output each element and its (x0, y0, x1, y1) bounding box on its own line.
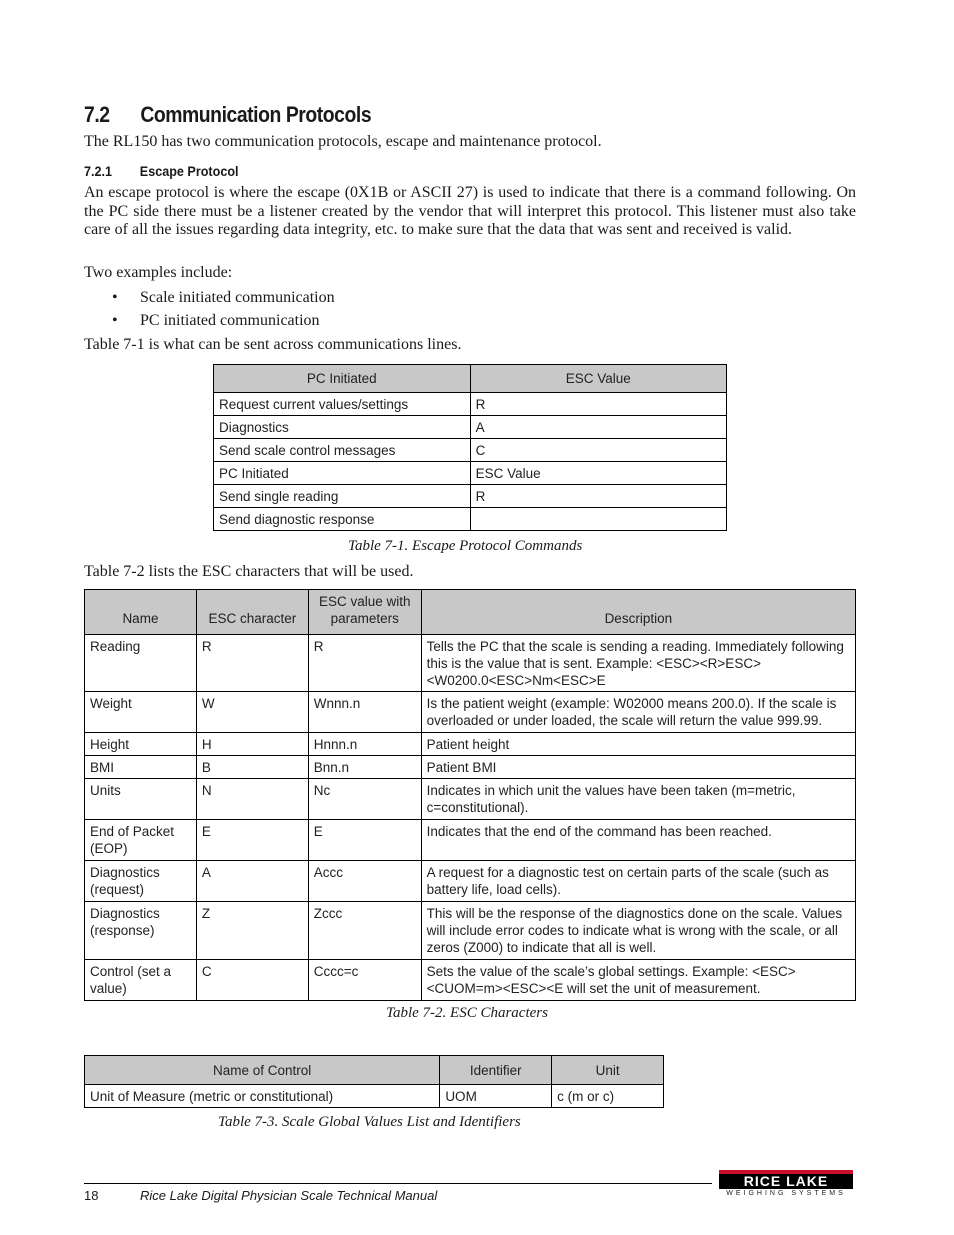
table-row (214, 508, 727, 531)
table-header-row (214, 365, 727, 393)
table-cell: Hnnn.n (308, 733, 421, 756)
table-cell: ESC Value (470, 462, 726, 485)
section-title: Communication Protocols (140, 102, 372, 127)
table-cell: Control (set a value) (85, 960, 197, 1001)
table-row (214, 416, 727, 439)
column-header: Description (421, 590, 855, 635)
column-header: ESC character (196, 590, 308, 635)
page-number: 18 (84, 1188, 99, 1203)
column-header: Name (85, 590, 197, 635)
table-row (85, 692, 856, 733)
table-cell: Send single reading (214, 485, 471, 508)
table-row (85, 820, 856, 861)
table-cell: R (470, 485, 726, 508)
table-cell: Patient height (421, 733, 855, 756)
table-cell: Weight (85, 692, 197, 733)
table-cell: Is the patient weight (example: W02000 means 200.0). If the scale is overloaded or under loaded, the scale will return the value 999.99. (421, 692, 855, 733)
table-cell: R (196, 635, 308, 692)
bullet-dot: • (112, 289, 118, 306)
table-cell: Bnn.n (308, 756, 421, 779)
column-header: Identifier (440, 1056, 552, 1085)
table-cell: Diagnostics (214, 416, 471, 439)
table-cell: Diagnostics (response) (85, 902, 197, 960)
table-cell: E (308, 820, 421, 861)
table-cell: This will be the response of the diagnostics done on the scale. Values will include error codes to indicate what is wrong with the scale, or all zeros (Z000) to indicate that all is well. (421, 902, 855, 960)
table-cell: Sets the value of the scale’s global settings. Example: <ESC><CUOM=m><ESC><E will set the unit of measurement. (421, 960, 855, 1001)
table-cell: Zccc (308, 902, 421, 960)
subsection-number: 7.2.1 (84, 163, 113, 179)
table-row (85, 756, 856, 779)
column-header: ESC value with parameters (308, 590, 421, 635)
rice-lake-logo (719, 1170, 853, 1197)
subsection-heading (84, 163, 239, 179)
table-row (85, 1085, 664, 1108)
column-header: ESC Value (470, 365, 726, 393)
column-header: Name of Control (85, 1056, 440, 1085)
table-cell: Cccc=c (308, 960, 421, 1001)
table-cell: UOM (440, 1085, 552, 1108)
bullet-item (112, 289, 335, 307)
table3-caption: Table 7-3. Scale Global Values List and Identifiers (218, 1114, 521, 1130)
table-row (214, 485, 727, 508)
table-row (85, 635, 856, 692)
table-row (85, 902, 856, 960)
table1-caption: Table 7-1. Escape Protocol Commands (348, 538, 583, 554)
section-heading (84, 102, 371, 128)
table-cell: H (196, 733, 308, 756)
table-cell: N (196, 779, 308, 820)
table-cell: Request current values/settings (214, 393, 471, 416)
table-cell: Indicates that the end of the command has been reached. (421, 820, 855, 861)
bullet-dot: • (112, 312, 118, 329)
table-row (214, 393, 727, 416)
table1-intro: Table 7-1 is what can be sent across communications lines. (84, 336, 462, 353)
logo-main-text: RICE LAKE (743, 1173, 829, 1189)
table-cell: Indicates in which unit the values have been taken (m=metric, c=constitutional). (421, 779, 855, 820)
table-cell: BMI (85, 756, 197, 779)
table-cell: c (m or c) (552, 1085, 664, 1108)
escape-protocol-paragraph: An escape protocol is where the escape (0X1B or ASCII 27) is used to indicate that there is a command following. On the PC side there must be a listener created by the vendor that will interpret this protocol. This listener must also take care of all the issues regarding data integrity, etc. to make sure that the data that was sent and received is valid. (84, 184, 856, 238)
table-cell: Accc (308, 861, 421, 902)
column-header: PC Initiated (214, 365, 471, 393)
table-row (85, 861, 856, 902)
table-cell: C (196, 960, 308, 1001)
logo-subtitle: WEIGHING SYSTEMS (726, 1190, 846, 1197)
table-cell: A (470, 416, 726, 439)
bullet-text: PC initiated communication (140, 312, 320, 329)
table2-intro: Table 7-2 lists the ESC characters that will be used. (84, 563, 414, 580)
bullet-item (112, 312, 320, 330)
table-cell: Wnnn.n (308, 692, 421, 733)
table-row (85, 779, 856, 820)
table-cell: Send diagnostic response (214, 508, 471, 531)
table-cell: End of Packet (EOP) (85, 820, 197, 861)
table-row (214, 462, 727, 485)
table-cell (470, 508, 726, 531)
examples-intro: Two examples include: (84, 264, 233, 281)
table-cell: R (308, 635, 421, 692)
column-header: Unit (552, 1056, 664, 1085)
table-header-row (85, 1056, 664, 1085)
table-cell: Units (85, 779, 197, 820)
table-cell: Nc (308, 779, 421, 820)
table-cell: Z (196, 902, 308, 960)
table-cell: Tells the PC that the scale is sending a reading. Immediately following this is the value that is sent. Example: <ESC><R>ESC><W0200.0<ESC>Nm<ESC>E (421, 635, 855, 692)
table-cell: Unit of Measure (metric or constitutional) (85, 1085, 440, 1108)
section-number: 7.2 (84, 102, 110, 127)
table-cell: B (196, 756, 308, 779)
esc-characters-table (84, 589, 856, 1001)
table-cell: W (196, 692, 308, 733)
intro-paragraph: The RL150 has two communication protocols, escape and maintenance protocol. (84, 133, 602, 150)
table-row (214, 439, 727, 462)
subsection-title: Escape Protocol (139, 163, 239, 179)
table-cell: Reading (85, 635, 197, 692)
bullet-text: Scale initiated communication (140, 289, 335, 306)
manual-title: Rice Lake Digital Physician Scale Technical Manual (140, 1188, 438, 1203)
table-row (85, 733, 856, 756)
table-cell: Send scale control messages (214, 439, 471, 462)
table-cell: E (196, 820, 308, 861)
table-header-row (85, 590, 856, 635)
escape-protocol-commands-table (213, 364, 727, 531)
table-cell: Diagnostics (request) (85, 861, 197, 902)
table-cell: A request for a diagnostic test on certain parts of the scale (such as battery life, load cells). (421, 861, 855, 902)
table-cell: Patient BMI (421, 756, 855, 779)
table-cell: R (470, 393, 726, 416)
footer-rule (84, 1183, 712, 1184)
scale-global-values-table (84, 1055, 664, 1108)
table2-caption: Table 7-2. ESC Characters (386, 1005, 548, 1021)
table-row (85, 960, 856, 1001)
table-cell: PC Initiated (214, 462, 471, 485)
table-cell: C (470, 439, 726, 462)
table-cell: Height (85, 733, 197, 756)
table-cell: A (196, 861, 308, 902)
